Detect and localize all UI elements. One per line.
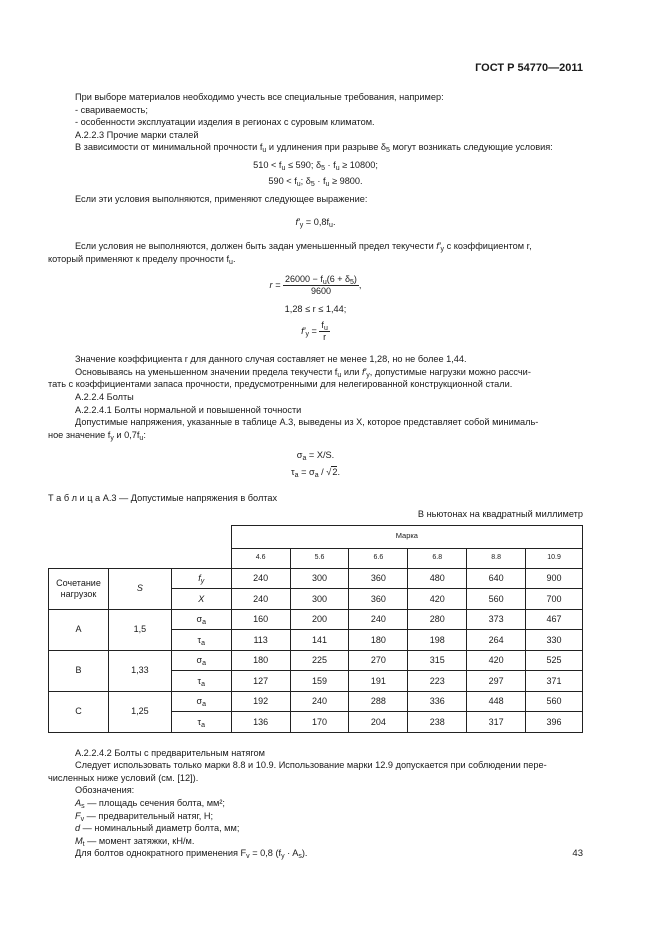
paragraph: Следует использовать только марки 8.8 и 10.9. Использование марки 12.9 допускается при соблюдении пере-: [75, 760, 547, 771]
table-cell: 396: [526, 712, 583, 733]
equation-sigma: [48, 449, 583, 462]
text: f: [198, 573, 201, 584]
text: = X/S.: [306, 450, 335, 461]
subscript: u: [322, 278, 327, 286]
table-cell: 297: [467, 671, 526, 692]
table-cell: 300: [290, 568, 349, 589]
subscript: u: [335, 164, 340, 172]
comb-label-cell: Сочетание нагрузок: [49, 568, 109, 609]
sqrt-symbol: √: [326, 466, 332, 477]
text: ≥ 9800.: [329, 175, 363, 186]
table-cell: 136: [231, 712, 290, 733]
paragraph: [48, 240, 583, 253]
text: 590 < f: [268, 175, 297, 186]
paragraph: [48, 141, 583, 154]
text: :: [143, 429, 146, 440]
table-cell: 315: [408, 650, 467, 671]
subscript: 5: [350, 278, 354, 286]
header-marka: Марка: [231, 525, 582, 548]
text: · A: [284, 848, 299, 859]
radicand: 2: [332, 466, 338, 477]
text: и удлинения при разрыве δ: [266, 142, 386, 153]
text: τ: [197, 675, 202, 686]
text: ; δ: [300, 175, 311, 186]
subscript: u: [229, 258, 233, 266]
table-cell: 160: [231, 609, 290, 630]
text: ,: [358, 279, 362, 290]
x-label-cell: X: [171, 589, 231, 610]
sigma-label-cell: [171, 691, 231, 712]
text: A: [75, 798, 82, 809]
text: σ: [196, 655, 203, 666]
denominator: 9600: [310, 285, 331, 296]
text: f′: [295, 216, 300, 227]
subscript: u: [296, 180, 301, 188]
table-cell: 113: [231, 630, 290, 651]
subscript: s: [298, 853, 302, 861]
text: — площадь сечения болта, мм²;: [84, 798, 225, 809]
table-cell: 467: [526, 609, 583, 630]
table-cell: 288: [349, 691, 408, 712]
subscript: u: [325, 180, 330, 188]
tau-label-cell: [171, 671, 231, 692]
paragraph: Если эти условия выполняются, применяют следующее выражение:: [75, 194, 368, 205]
table-cell: 371: [526, 671, 583, 692]
table-cell: 240: [231, 568, 290, 589]
definition-item: [48, 810, 583, 823]
document-header: [475, 62, 583, 75]
table-row: [49, 650, 583, 671]
group-name-cell: C: [49, 691, 109, 732]
tau-label-cell: [171, 630, 231, 651]
table-cell: 420: [467, 650, 526, 671]
fraction: [319, 320, 329, 343]
table-cell: 525: [526, 650, 583, 671]
list-item: - свариваемость;: [75, 104, 148, 115]
table-cell: 640: [467, 568, 526, 589]
page-number: 43: [572, 848, 583, 859]
subscript: a: [201, 680, 205, 688]
text: f′: [301, 326, 306, 337]
text: σ: [196, 696, 203, 707]
paragraph: численных ниже условий (см. [12]).: [48, 772, 199, 783]
subscript: u: [281, 164, 286, 172]
text: · f: [314, 175, 326, 186]
subscript: y: [281, 853, 285, 861]
table-cell: 373: [467, 609, 526, 630]
table-cell: 360: [349, 568, 408, 589]
table-cell: 191: [349, 671, 408, 692]
page-content: [48, 91, 583, 860]
text: могут возникать следующие условия:: [389, 142, 553, 153]
subscript: a: [202, 660, 206, 668]
table-cell: 192: [231, 691, 290, 712]
condition-1: [48, 159, 583, 172]
subscript: u: [323, 325, 328, 333]
grade-cell: 4.6: [231, 548, 290, 568]
text: .: [332, 216, 336, 227]
subscript: y: [200, 578, 205, 586]
paragraph: Допустимые напряжения, указанные в таблице А.3, выведены из X, которое представляет собой минималь-: [75, 417, 539, 428]
standard-code: ГОСТ Р 54770—2011: [475, 62, 583, 74]
sigma-label-cell: [171, 609, 231, 630]
text: σ: [296, 450, 303, 461]
table-units: В ньютонах на квадратный миллиметр: [417, 509, 583, 520]
text: — момент затяжки, кН/м.: [84, 835, 195, 846]
paragraph: [48, 429, 583, 442]
text: τ: [197, 634, 202, 645]
subscript: 5: [321, 164, 325, 172]
equation-tau: [48, 466, 583, 479]
text: ≤ 590; δ: [285, 159, 322, 170]
text: d: [75, 823, 81, 834]
grade-cell: 6.8: [408, 548, 467, 568]
table-row: [49, 568, 583, 589]
paragraph: [48, 253, 583, 266]
table-cell: 200: [290, 609, 349, 630]
condition-2: [48, 175, 583, 188]
subscript: a: [201, 721, 205, 729]
subscript: y: [366, 371, 370, 379]
table-cell: 336: [408, 691, 467, 712]
section-heading: А.2.2.4.1 Болты нормальной и повышенной точности: [75, 404, 302, 415]
s-label-cell: S: [108, 568, 171, 609]
text: с коэффициентом r,: [444, 241, 532, 252]
subscript: y: [440, 246, 445, 254]
table-cell: 204: [349, 712, 408, 733]
text: f′: [362, 366, 367, 377]
text: = 0,8f: [303, 216, 330, 227]
section-heading: А.2.2.4.2 Болты с предварительным натягом: [75, 747, 265, 758]
table-cell: 225: [290, 650, 349, 671]
text: ): [353, 273, 357, 284]
text: и 0,7f: [113, 429, 140, 440]
text: Если условия не выполняются, должен быть задан уменьшенный предел текучести: [75, 241, 437, 252]
subscript: a: [294, 471, 299, 479]
table-cell: 240: [231, 589, 290, 610]
text: , допустимые нагрузки можно рассчи-: [369, 366, 531, 377]
table-cell: 180: [349, 630, 408, 651]
numerator: [319, 320, 329, 332]
table-caption: Т а б л и ц а А.3 — Допустимые напряжения в болтах: [48, 493, 278, 504]
table-cell: 198: [408, 630, 467, 651]
text: τ: [290, 466, 295, 477]
empty-cell: [49, 525, 232, 548]
numerator: [283, 274, 359, 286]
text: который применяют к пределу прочности f: [48, 253, 230, 264]
table-cell: 127: [231, 671, 290, 692]
section-heading: А.2.2.3 Прочие марки сталей: [75, 129, 199, 140]
text: σ: [196, 614, 203, 625]
table-row: [49, 691, 583, 712]
grade-cell: 10.9: [526, 548, 583, 568]
denominator: r: [323, 332, 327, 343]
subscript: y: [299, 221, 304, 229]
grade-cell: 6.6: [349, 548, 408, 568]
subscript: a: [201, 639, 205, 647]
table-cell: 238: [408, 712, 467, 733]
subscript: 5: [386, 147, 390, 155]
equation-r-range: 1,28 ≤ r ≤ 1,44;: [284, 303, 347, 314]
table-cell: 330: [526, 630, 583, 651]
table-cell: 900: [526, 568, 583, 589]
text: .: [232, 253, 236, 264]
subscript: t: [82, 840, 85, 848]
text: ).: [301, 848, 308, 859]
definition-item: [48, 835, 583, 848]
paragraph: Значение коэффициента r для данного случая составляет не менее 1,28, но не более 1,44.: [75, 354, 467, 365]
equation-fy: [48, 216, 583, 229]
subscript: u: [337, 371, 342, 379]
table-row: [49, 609, 583, 630]
table-cell: 280: [408, 609, 467, 630]
text: · f: [325, 159, 336, 170]
table-cell: 141: [290, 630, 349, 651]
text: .: [337, 466, 340, 477]
text: = σ: [298, 466, 315, 477]
table-cell: 560: [467, 589, 526, 610]
table-grades-row: [49, 548, 583, 568]
table-cell: 317: [467, 712, 526, 733]
text: ное значение f: [48, 429, 111, 440]
paragraph: тать с коэффициентами запаса прочности, предусмотренными для нелегированной конструкционной стали.: [48, 379, 513, 390]
text: — номинальный диаметр болта, мм;: [80, 823, 240, 834]
subscript: 5: [310, 180, 315, 188]
text: = 0,8 (f: [249, 848, 282, 859]
text: 510 < f: [253, 159, 282, 170]
group-name-cell: A: [49, 609, 109, 650]
section-heading: А.2.2.4 Болты: [75, 391, 134, 402]
text: или: [341, 366, 362, 377]
text: ≥ 10800;: [339, 159, 378, 170]
equation-r: [48, 274, 583, 297]
table-cell: 420: [408, 589, 467, 610]
s-value-cell: 1,33: [108, 650, 171, 691]
paragraph: Обозначения:: [75, 785, 135, 796]
fraction: [283, 274, 359, 297]
subscript: s: [81, 803, 85, 811]
table-cell: 240: [349, 609, 408, 630]
grade-cell: 5.6: [290, 548, 349, 568]
text: τ: [197, 716, 202, 727]
definition-item: [48, 797, 583, 810]
table-cell: 480: [408, 568, 467, 589]
paragraph: [48, 366, 583, 379]
text: (6 + δ: [326, 273, 351, 284]
table-cell: 560: [526, 691, 583, 712]
text: 26000 − f: [285, 273, 323, 284]
table-cell: 159: [290, 671, 349, 692]
definition-item: [48, 822, 583, 835]
table-cell: 180: [231, 650, 290, 671]
text: f: [321, 320, 324, 331]
tau-label-cell: [171, 712, 231, 733]
table-cell: 264: [467, 630, 526, 651]
paragraph: При выборе материалов необходимо учесть все специальные требования, например:: [75, 92, 444, 102]
table-cell: 700: [526, 589, 583, 610]
subscript: u: [139, 434, 144, 442]
equation-fy-reduced: [48, 320, 583, 343]
subscript: v: [246, 853, 250, 861]
s-value-cell: 1,25: [108, 691, 171, 732]
fy-label-cell: [171, 568, 231, 589]
table-header-row: [49, 525, 583, 548]
text: /: [318, 466, 327, 477]
group-name-cell: B: [49, 650, 109, 691]
table-cell: 448: [467, 691, 526, 712]
table-cell: 170: [290, 712, 349, 733]
subscript: u: [329, 221, 333, 229]
subscript: a: [202, 701, 206, 709]
empty-cell: [49, 548, 232, 568]
subscript: y: [110, 434, 114, 442]
table-cell: 240: [290, 691, 349, 712]
text: — предварительный натяг, Н;: [84, 810, 214, 821]
subscript: a: [314, 471, 319, 479]
allowable-stress-table: [48, 525, 583, 733]
text: Для болтов однократного применения F: [75, 848, 247, 859]
text: =: [308, 326, 320, 337]
subscript: y: [305, 331, 309, 339]
s-value-cell: 1,5: [108, 609, 171, 650]
text: Основываясь на уменьшенном значении предела текучести f: [75, 366, 338, 377]
subscript: v: [80, 815, 85, 823]
list-item: - особенности эксплуатации изделия в регионах с суровым климатом.: [75, 117, 375, 128]
table-cell: 223: [408, 671, 467, 692]
text: M: [75, 835, 83, 846]
text: F: [75, 810, 81, 821]
subscript: a: [202, 619, 206, 627]
table-cell: 300: [290, 589, 349, 610]
grade-cell: 8.8: [467, 548, 526, 568]
sigma-label-cell: [171, 650, 231, 671]
subscript: u: [262, 147, 267, 155]
table-cell: 270: [349, 650, 408, 671]
paragraph: [48, 847, 583, 860]
text: f′: [436, 241, 441, 252]
table-cell: 360: [349, 589, 408, 610]
text: В зависимости от минимальной прочности f: [75, 142, 263, 153]
text: r =: [269, 279, 284, 290]
subscript: a: [302, 455, 307, 463]
